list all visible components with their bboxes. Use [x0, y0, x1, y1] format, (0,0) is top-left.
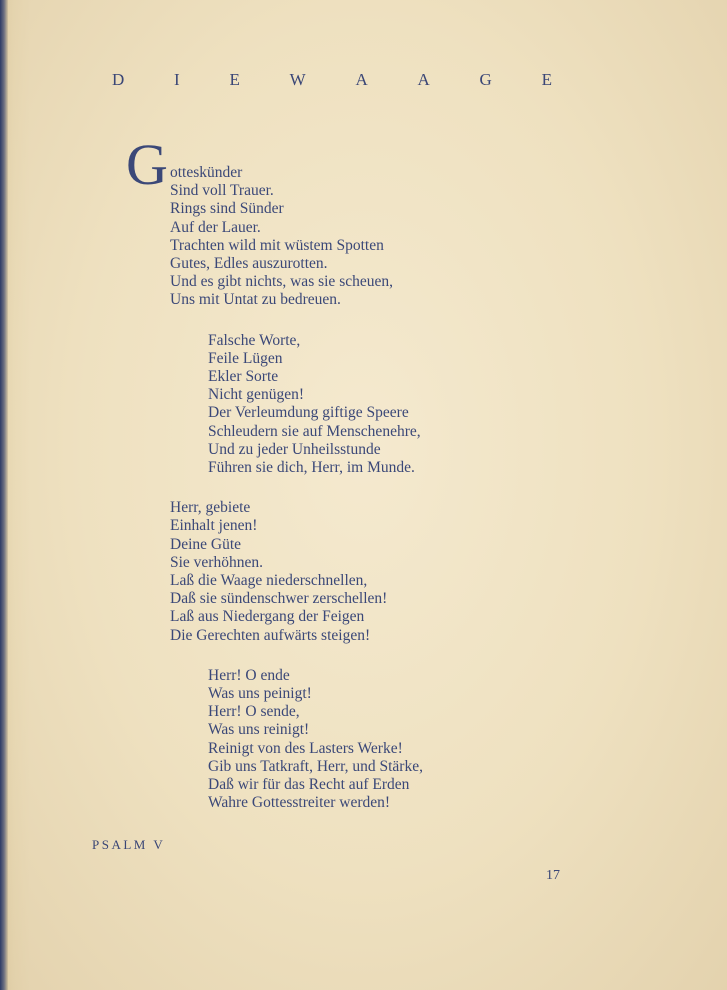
- book-spine-edge: [0, 0, 8, 990]
- poem-line: Was uns reinigt!: [208, 721, 310, 739]
- poem-line: Schleudern sie auf Menschenehre,: [208, 422, 421, 440]
- poem-line: Einhalt jenen!: [170, 517, 258, 535]
- stanza-1: [126, 132, 423, 310]
- poem-line: Führen sie dich, Herr, im Munde.: [208, 459, 415, 477]
- stanza-3: [170, 499, 423, 645]
- title-letter: D: [112, 70, 125, 89]
- poem-line: Trachten wild mit wüstem Spotten: [170, 236, 384, 254]
- poem-line: Deine Güte: [170, 535, 242, 553]
- poem-line: Daß wir für das Recht auf Erden: [208, 776, 410, 794]
- poem-line: Sie verhöhnen.: [170, 553, 263, 571]
- poem-line: Auf der Lauer.: [170, 218, 261, 236]
- poem-line: Daß sie sündenschwer zerschellen!: [170, 590, 388, 608]
- title-letter: E: [541, 70, 552, 89]
- poem-line: Und zu jeder Unheilsstunde: [208, 440, 381, 458]
- poem-line: Uns mit Untat zu bedreuen.: [170, 291, 341, 309]
- poem-line: Die Gerechten aufwärts steigen!: [170, 626, 371, 644]
- poem-body: [126, 132, 423, 813]
- poem-line: Rings sind Sünder: [170, 200, 284, 218]
- poem-line: Herr! O sende,: [208, 703, 300, 721]
- page-title: [112, 70, 552, 90]
- poem-line: Sind voll Trauer.: [170, 182, 274, 200]
- poem-line: Laß die Waage niederschnellen,: [170, 572, 368, 590]
- poem-line: Feile Lügen: [208, 349, 283, 367]
- page-number: 17: [546, 868, 560, 883]
- poem-line: Ekler Sorte: [208, 368, 279, 386]
- stanza-2: [208, 332, 423, 478]
- poem-line: Herr! O ende: [208, 666, 290, 684]
- poem-line-text: otteskünder: [170, 164, 243, 181]
- title-letter: W: [289, 70, 306, 89]
- poem-line: Falsche Worte,: [208, 331, 301, 349]
- poem-line: Der Verleumdung giftige Speere: [208, 404, 409, 422]
- poem-line: Wahre Gottesstreiter werden!: [208, 794, 391, 812]
- title-letter: A: [355, 70, 368, 89]
- poem-line: Herr, gebiete: [170, 499, 251, 517]
- poem-line: Gutes, Edles auszurotten.: [170, 255, 328, 273]
- poem-line: Laß aus Niedergang der Feigen: [170, 608, 365, 626]
- poem-line: Was uns peinigt!: [208, 685, 312, 703]
- poem-line: Nicht genügen!: [208, 386, 304, 404]
- title-letter: I: [174, 70, 180, 89]
- title-letter: G: [479, 70, 492, 89]
- psalm-reference: PSALM V: [92, 837, 166, 852]
- poem-line: Reinigt von des Lasters Werke!: [208, 739, 403, 757]
- title-letter: A: [417, 70, 430, 89]
- drop-cap: G: [126, 132, 168, 197]
- title-letter: E: [229, 70, 240, 89]
- stanza-4: [208, 667, 423, 813]
- poem-line: Gib uns Tatkraft, Herr, und Stärke,: [208, 757, 423, 775]
- poem-line: Und es gibt nichts, was sie scheuen,: [170, 273, 393, 291]
